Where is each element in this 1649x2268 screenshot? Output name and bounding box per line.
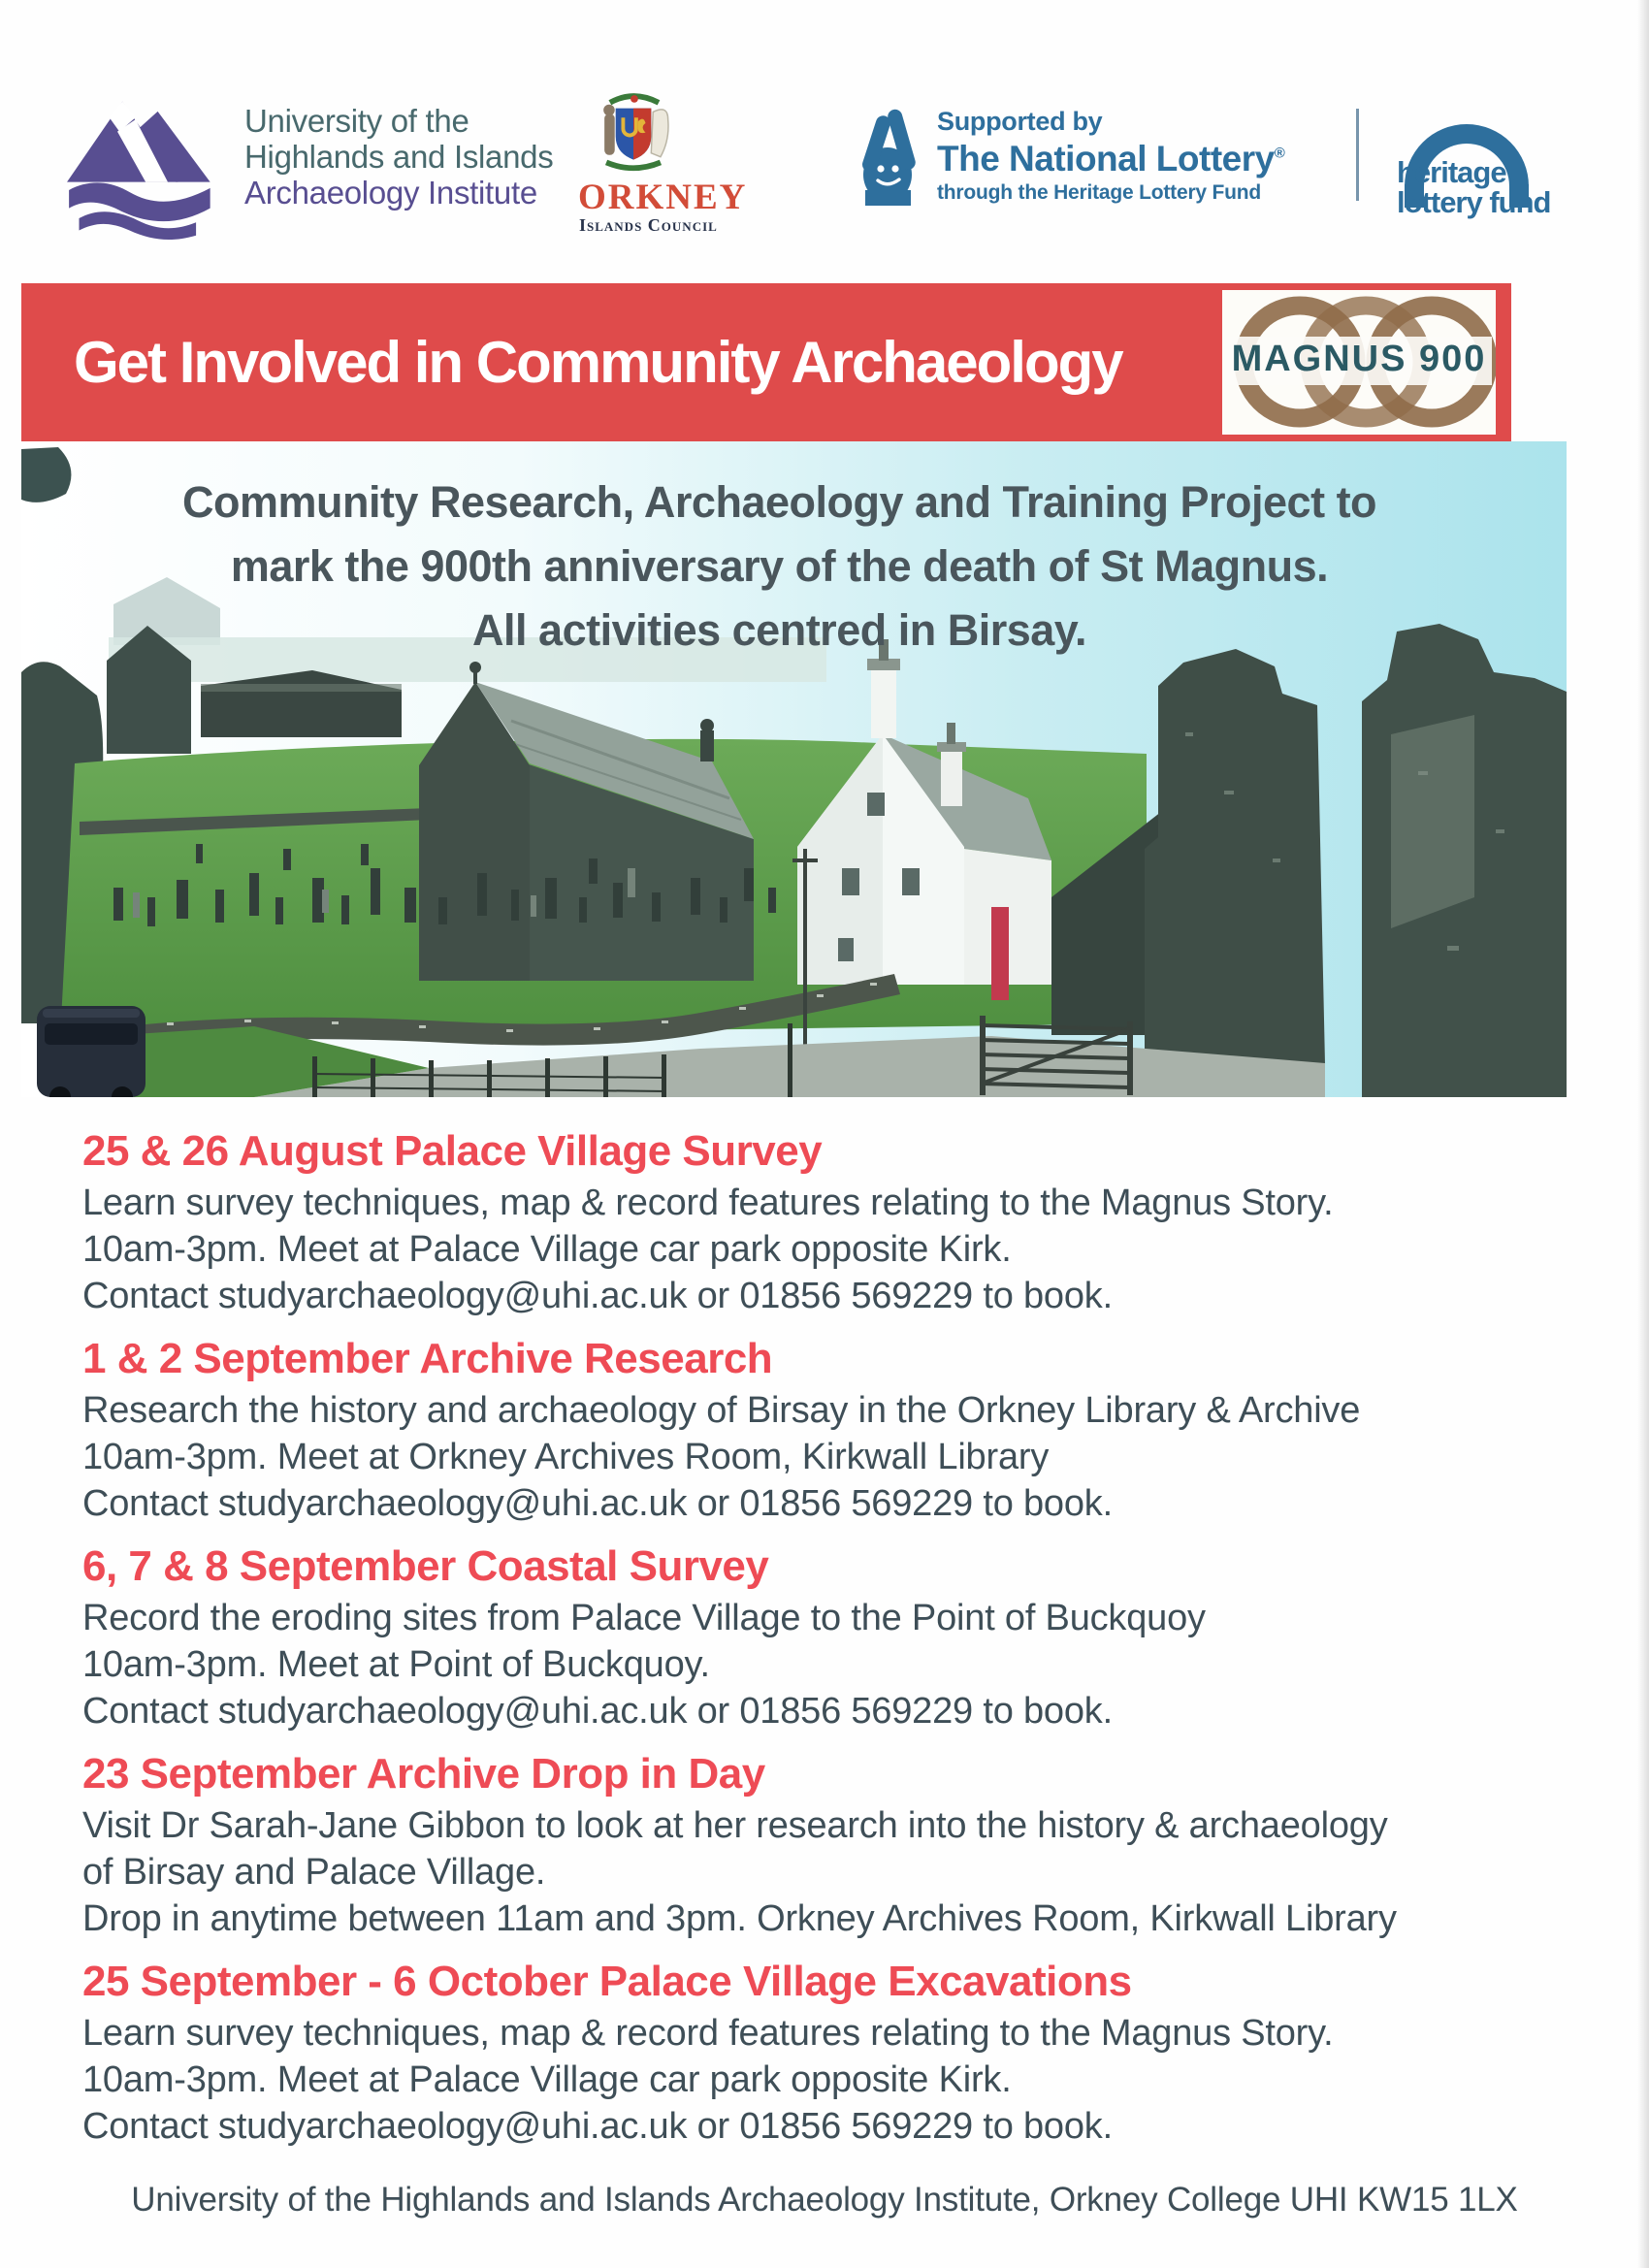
magnus-900-label: MAGNUS 900: [1231, 339, 1487, 379]
logo-divider: [1356, 109, 1359, 201]
event-line: 10am-3pm. Meet at Orkney Archives Room, Kirkwall Library: [82, 1437, 1050, 1477]
national-lottery-text: [937, 107, 1284, 205]
event-item-archive-drop-in-day: [82, 1750, 1581, 1942]
intro-line1: Community Research, Archaeology and Training Project to: [181, 477, 1377, 527]
event-line: Contact studyarchaeology@uhi.ac.uk or 01856 569229 to book.: [82, 1691, 1113, 1732]
event-title: 25 & 26 August Palace Village Survey: [82, 1127, 823, 1175]
event-title: 1 & 2 September Archive Research: [82, 1335, 773, 1382]
hlf-line2: lottery fund: [1397, 185, 1551, 219]
registered-mark: ®: [1274, 145, 1285, 162]
intro-text: [21, 470, 1537, 663]
event-title: 25 September - 6 October Palace Village Excavations: [82, 1958, 1132, 2005]
intro-line2: mark the 900th anniversary of the death of St Magnus.: [230, 541, 1329, 591]
uhi-line2: Highlands and Islands: [244, 139, 554, 175]
event-item-palace-village-survey: [82, 1127, 1581, 1319]
event-item-palace-village-excavations: [82, 1958, 1581, 2150]
events-list: [82, 1127, 1581, 2165]
event-line: Visit Dr Sarah-Jane Gibbon to look at her research into the history & archaeology: [82, 1805, 1388, 1846]
uhi-line1: University of the: [244, 103, 469, 139]
title-banner: [21, 283, 1511, 441]
magnus-900-logo: [1222, 290, 1496, 435]
event-line: of Birsay and Palace Village.: [82, 1852, 546, 1893]
uhi-logo-text: [244, 103, 553, 211]
event-line: Contact studyarchaeology@uhi.ac.uk or 01856 569229 to book.: [82, 1276, 1113, 1316]
event-line: Research the history and archaeology of Birsay in the Orkney Library & Archive: [82, 1390, 1361, 1431]
national-lottery-fingers-icon: [856, 107, 929, 206]
scan-edge-shadow: [1637, 0, 1649, 2268]
event-line: Contact studyarchaeology@uhi.ac.uk or 01856 569229 to book.: [82, 1483, 1113, 1524]
intro-line3: All activities centred in Birsay.: [472, 605, 1086, 655]
event-line: Learn survey techniques, map & record features relating to the Magnus Story.: [82, 2013, 1334, 2054]
van: [37, 1006, 146, 1097]
uhi-line3: Archaeology Institute: [244, 175, 537, 211]
event-line: Contact studyarchaeology@uhi.ac.uk or 01856 569229 to book.: [82, 2106, 1113, 2147]
event-line: 10am-3pm. Meet at Palace Village car park opposite Kirk.: [82, 1229, 1012, 1270]
event-line: 10am-3pm. Meet at Palace Village car park opposite Kirk.: [82, 2059, 1012, 2100]
lottery-supported-by: Supported by: [937, 107, 1103, 136]
lottery-through-line: through the Heritage Lottery Fund: [937, 181, 1262, 204]
lottery-name: The National Lottery®: [937, 139, 1285, 178]
event-title: 6, 7 & 8 September Coastal Survey: [82, 1542, 769, 1590]
event-line: Learn survey techniques, map & record features relating to the Magnus Story.: [82, 1183, 1334, 1223]
event-line: Record the eroding sites from Palace Village to the Point of Buckquoy: [82, 1598, 1206, 1638]
event-item-coastal-survey: [82, 1542, 1581, 1734]
hlf-line1: heritage: [1397, 155, 1506, 189]
orkney-logo-subtitle: Islands Council: [579, 215, 718, 235]
page-title: Get Involved in Community Archaeology: [74, 330, 1122, 395]
orkney-logo-name: ORKNEY: [578, 178, 748, 217]
footer-address: University of the Highlands and Islands Archaeology Institute, Orkney College UHI KW15 1LX: [131, 2181, 1518, 2219]
event-title: 23 September Archive Drop in Day: [82, 1750, 765, 1798]
orkney-crest-icon: [582, 91, 685, 180]
birsay-photo: [21, 441, 1567, 1097]
event-line: 10am-3pm. Meet at Point of Buckquoy.: [82, 1644, 710, 1685]
event-line: Drop in anytime between 11am and 3pm. Orkney Archives Room, Kirkwall Library: [82, 1898, 1397, 1939]
uhi-logo-icon: [56, 89, 229, 243]
event-item-archive-research: [82, 1335, 1581, 1527]
